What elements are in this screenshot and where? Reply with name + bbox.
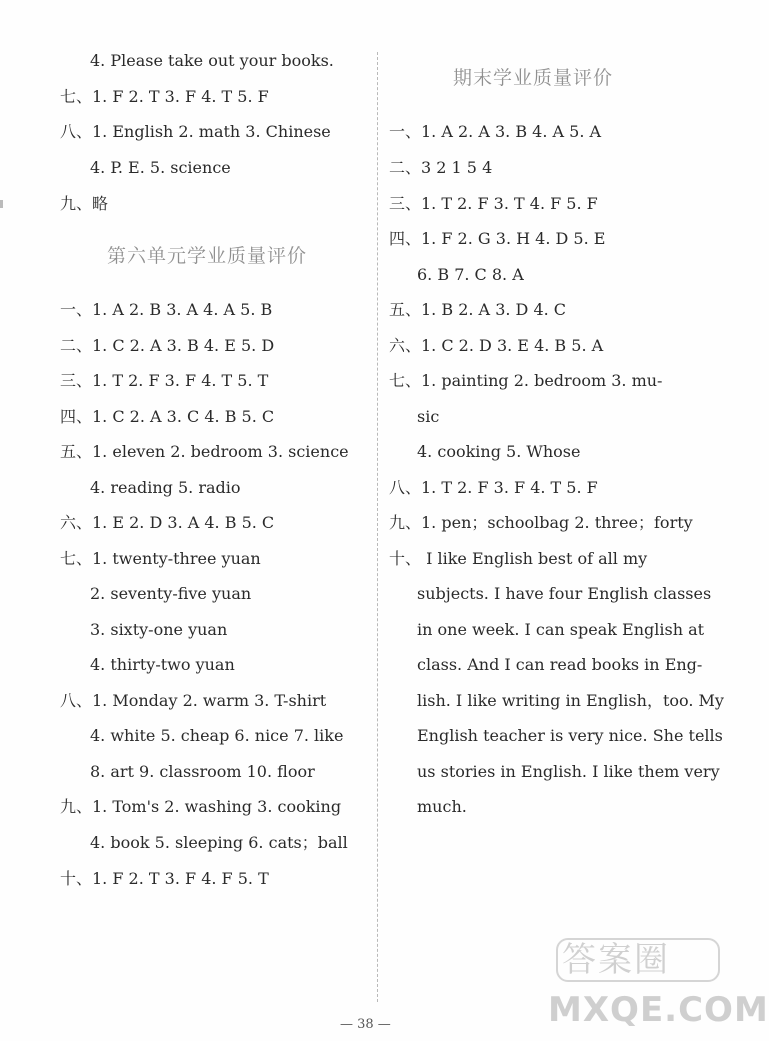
edge-mark [0, 200, 3, 208]
passage-line: us stories in English. I like them very [417, 762, 720, 781]
passage-line: subjects. I have four English classes [417, 584, 712, 603]
watermark-logo: 答案圈 [562, 940, 670, 980]
answer-line: 一、1. A 2. A 3. B 4. A 5. A [389, 122, 602, 141]
answer-line: 4. thirty-two yuan [90, 655, 235, 674]
section-heading-unit6: 第六单元学业质量评价 [107, 245, 308, 267]
answer-line: 3. sixty-one yuan [90, 620, 228, 639]
answer-line: 4. cooking 5. Whose [417, 442, 581, 461]
section-heading-final: 期末学业质量评价 [453, 67, 614, 89]
answer-line: 六、1. C 2. D 3. E 4. B 5. A [389, 336, 604, 355]
answer-line: 三、1. T 2. F 3. T 4. F 5. F [389, 194, 598, 213]
answer-line: 九、1. Tom's 2. washing 3. cooking [60, 797, 342, 816]
answer-line: 五、1. eleven 2. bedroom 3. science [60, 442, 349, 461]
answer-line: 8. art 9. classroom 10. floor [90, 762, 315, 781]
answer-line: sic [417, 407, 440, 426]
passage-line: English teacher is very nice. She tells [417, 726, 723, 745]
answer-line: 4. white 5. cheap 6. nice 7. like [90, 726, 344, 745]
answer-line: 五、1. B 2. A 3. D 4. C [389, 300, 567, 319]
answer-line: 四、1. C 2. A 3. C 4. B 5. C [60, 407, 275, 426]
answer-line: 七、1. twenty-three yuan [60, 549, 261, 568]
answer-line: 九、1. pen；schoolbag 2. three；forty [389, 513, 693, 532]
answer-line: 八、1. English 2. math 3. Chinese [60, 122, 331, 141]
answer-line: 6. B 7. C 8. A [417, 265, 524, 284]
passage-line: much. [417, 797, 467, 816]
answer-line: 七、1. F 2. T 3. F 4. T 5. F [60, 87, 269, 106]
answer-line: 十、 I like English best of all my [389, 549, 648, 568]
answer-line: 4. P. E. 5. science [90, 158, 231, 177]
answer-line: 4. Please take out your books. [90, 51, 334, 70]
answer-line: 十、1. F 2. T 3. F 4. F 5. T [60, 869, 269, 888]
answer-line: 七、1. painting 2. bedroom 3. mu- [389, 371, 663, 390]
answer-line: 九、略 [60, 194, 109, 213]
answer-line: 2. seventy-five yuan [90, 584, 252, 603]
answer-line: 八、1. T 2. F 3. F 4. T 5. F [389, 478, 598, 497]
passage-line: class. And I can read books in Eng- [417, 655, 703, 674]
page-number: — 38 — [340, 1017, 391, 1032]
passage-line: lish. I like writing in English，too. My [417, 691, 724, 710]
passage-line: in one week. I can speak English at [417, 620, 705, 639]
answer-line: 4. reading 5. radio [90, 478, 241, 497]
answer-line: 三、1. T 2. F 3. F 4. T 5. T [60, 371, 269, 390]
answer-line: 六、1. E 2. D 3. A 4. B 5. C [60, 513, 275, 532]
answer-line: 四、1. F 2. G 3. H 4. D 5. E [389, 229, 606, 248]
answer-line: 二、1. C 2. A 3. B 4. E 5. D [60, 336, 275, 355]
column-divider [377, 52, 378, 1002]
answer-line: 一、1. A 2. B 3. A 4. A 5. B [60, 300, 273, 319]
answer-line: 4. book 5. sleeping 6. cats；ball [90, 833, 348, 852]
answer-line: 二、3 2 1 5 4 [389, 158, 493, 177]
watermark-url: MXQE.COM [548, 990, 769, 1030]
answer-line: 八、1. Monday 2. warm 3. T-shirt [60, 691, 327, 710]
